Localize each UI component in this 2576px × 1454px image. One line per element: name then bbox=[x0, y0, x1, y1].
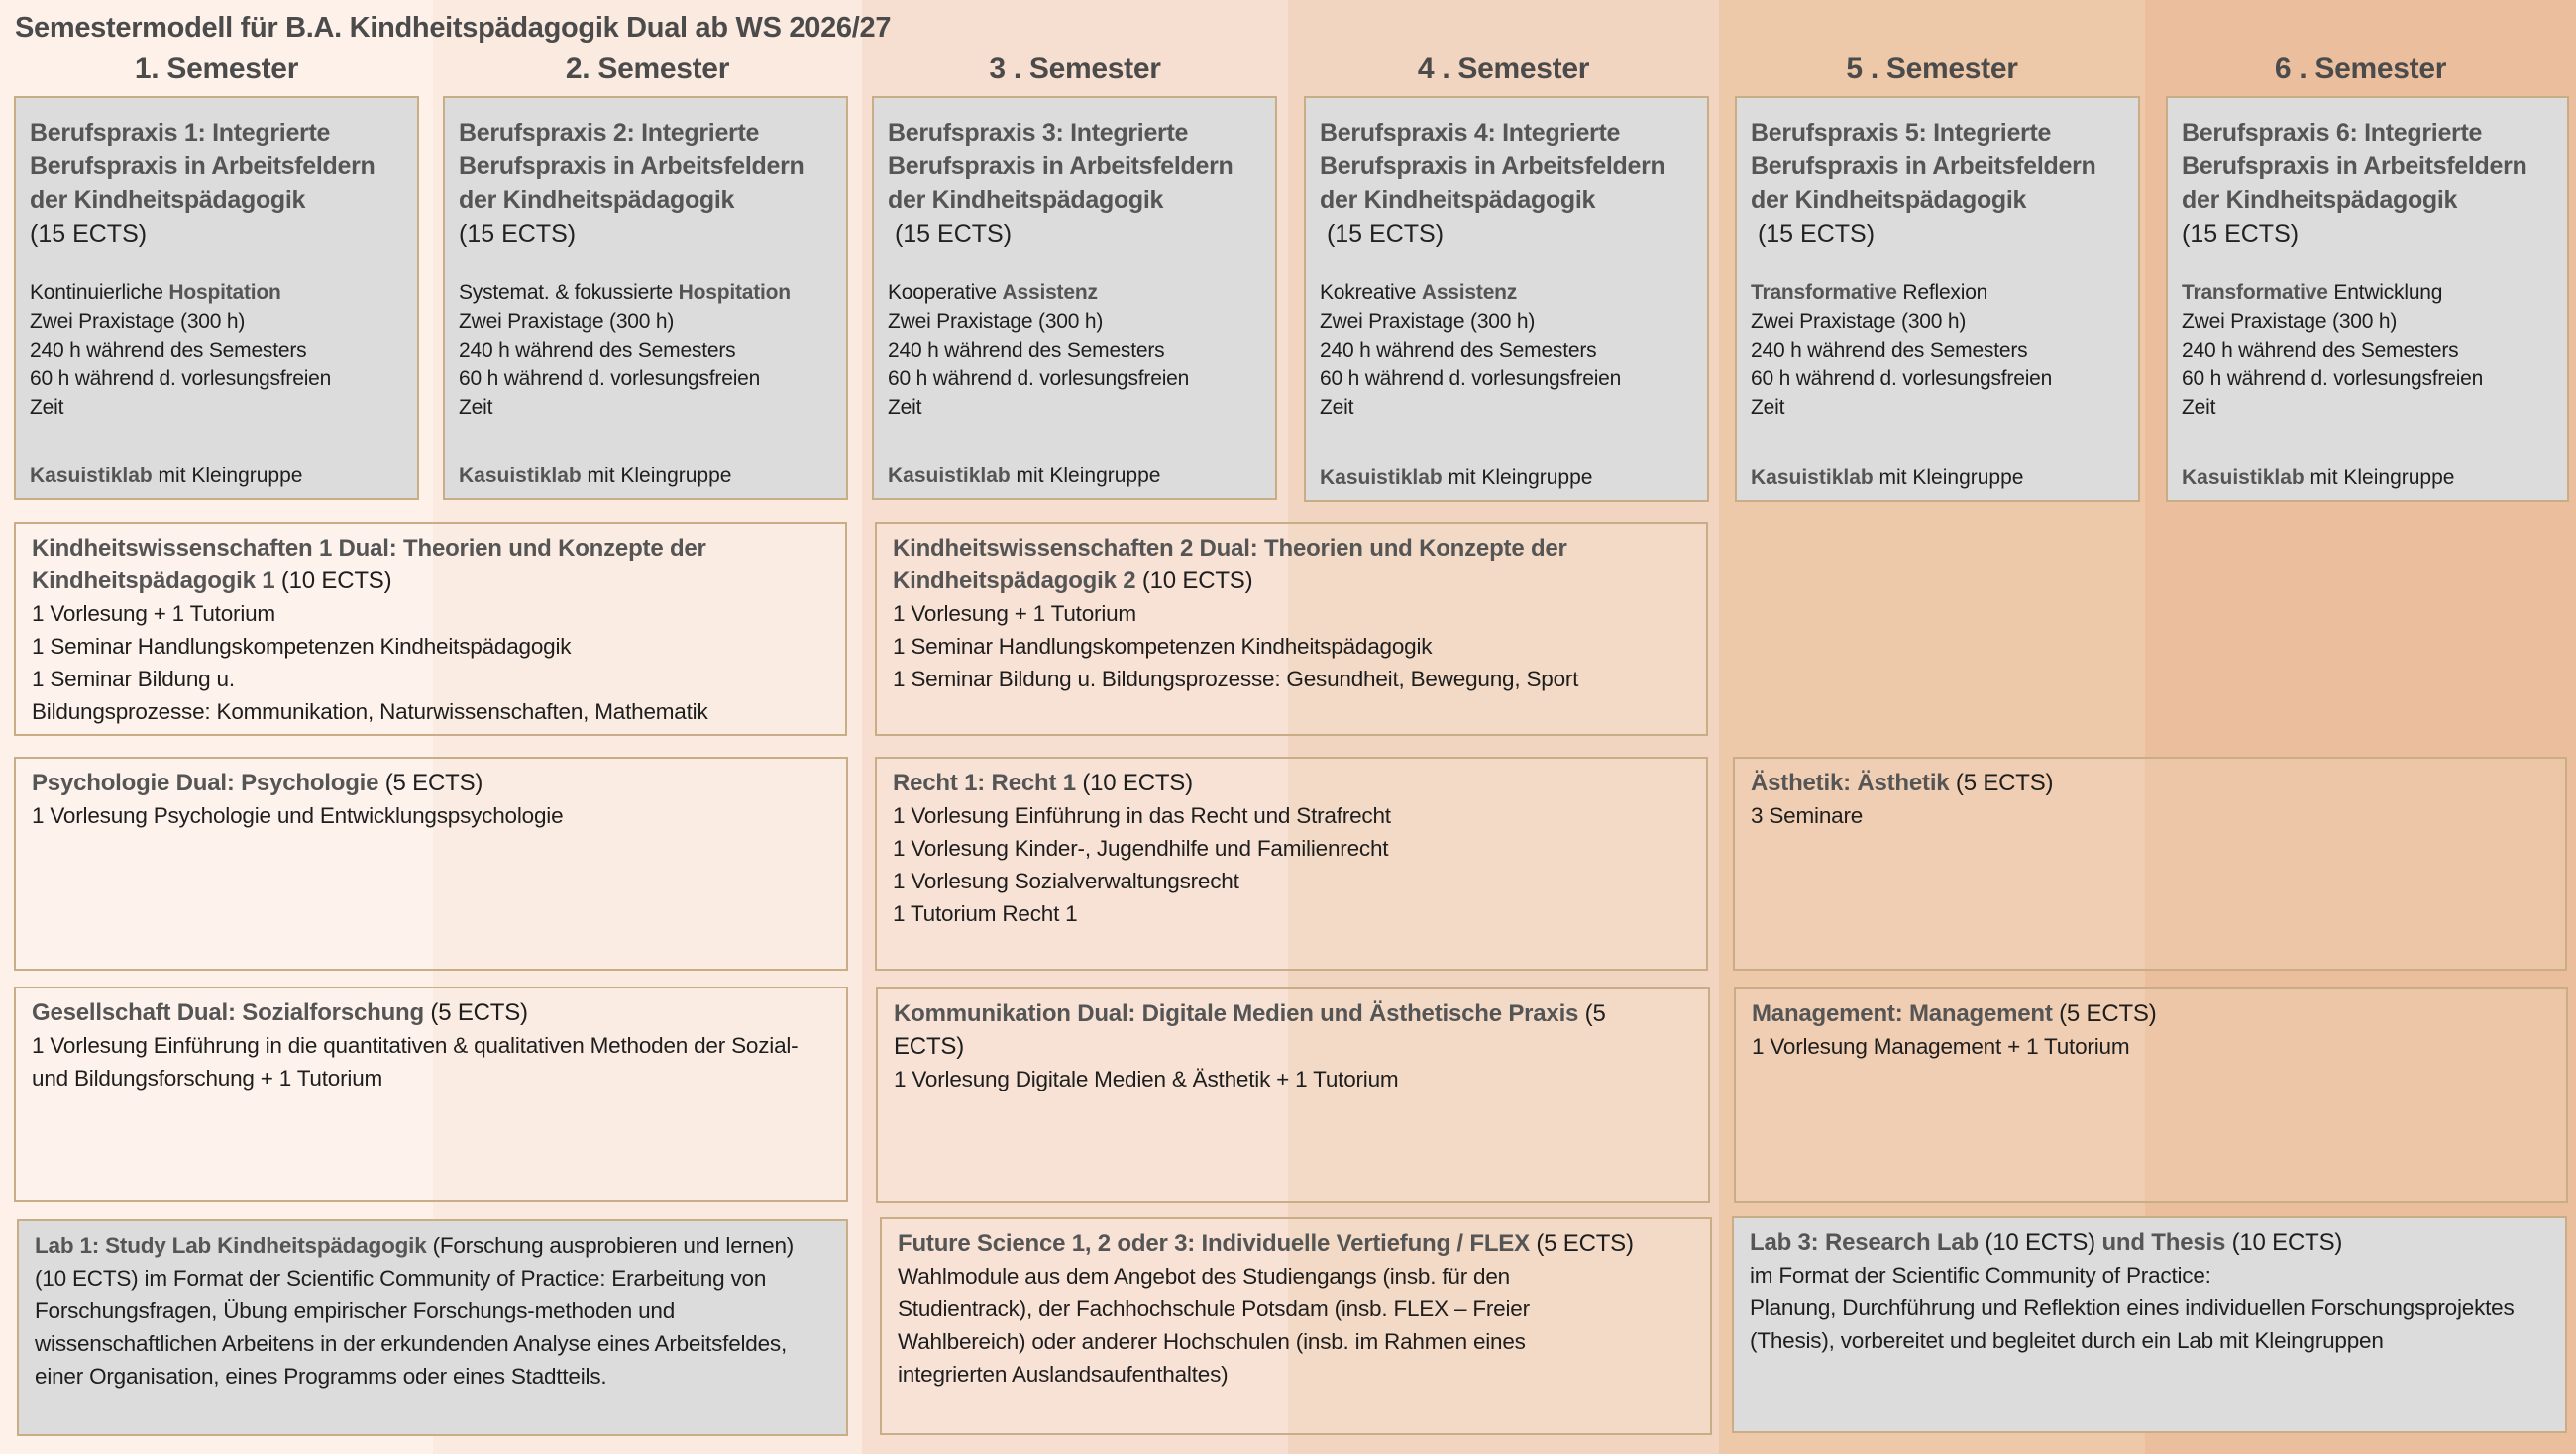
kasuistiklab-label: Kasuistiklab bbox=[2182, 467, 2305, 489]
module-item: 1 Seminar Handlungskompetenzen Kindheitspädagogik bbox=[893, 634, 1433, 659]
berufspraxis-detail: 240 h während des Semesters bbox=[459, 339, 736, 362]
module-title: Kommunikation Dual: Digitale Medien und Ästhetische Praxis bbox=[894, 1000, 1579, 1027]
berufspraxis-title-line: der Kindheitspädagogik bbox=[459, 186, 735, 214]
kasuistiklab-label: Kasuistiklab bbox=[30, 465, 153, 487]
berufspraxis-title-line: Berufspraxis in Arbeitsfeldern bbox=[888, 153, 1234, 180]
module-item: 1 Vorlesung Sozialverwaltungsrecht bbox=[893, 869, 1239, 893]
module-psychologie bbox=[14, 757, 848, 971]
module-kindheitswissenschaften-1 bbox=[14, 522, 847, 736]
berufspraxis-title-line: Berufspraxis 2: Integrierte bbox=[459, 119, 760, 147]
berufspraxis-detail: Zwei Praxistage (300 h) bbox=[459, 310, 675, 333]
berufspraxis-detail: 60 h während d. vorlesungsfreien bbox=[2182, 367, 2484, 390]
module-item: 1 Tutorium Recht 1 bbox=[893, 901, 1078, 926]
berufspraxis-focus: Kontinuierliche bbox=[30, 281, 169, 304]
module-item: 1 Vorlesung + 1 Tutorium bbox=[893, 601, 1136, 626]
berufspraxis-detail: 240 h während des Semesters bbox=[2182, 339, 2459, 362]
berufspraxis-focus-bold: Transformative bbox=[2182, 281, 2328, 304]
berufspraxis-title-line: Berufspraxis 5: Integrierte bbox=[1751, 119, 2052, 147]
berufspraxis-title-line: Berufspraxis in Arbeitsfeldern bbox=[1751, 153, 2096, 180]
module-ects: (5 ECTS) bbox=[1529, 1230, 1634, 1257]
berufspraxis-detail: Zwei Praxistage (300 h) bbox=[1751, 310, 1967, 333]
module-title: Psychologie Dual: Psychologie bbox=[32, 770, 379, 796]
kasuistiklab-detail: mit Kleingruppe bbox=[1442, 467, 1593, 489]
module-item: 1 Vorlesung Digitale Medien & Ästhetik + 1 Tutorium bbox=[894, 1067, 1399, 1091]
module-title: Gesellschaft Dual: Sozialforschung bbox=[32, 999, 424, 1026]
berufspraxis-focus-bold: Hospitation bbox=[168, 281, 281, 304]
berufspraxis-detail: 240 h während des Semesters bbox=[30, 339, 307, 362]
berufspraxis-title-line: der Kindheitspädagogik bbox=[1751, 186, 2027, 214]
berufspraxis-detail: Zwei Praxistage (300 h) bbox=[1320, 310, 1536, 333]
module-items bbox=[32, 1029, 830, 1094]
module-ects: (5 ECTS) bbox=[894, 1000, 1606, 1060]
berufspraxis-focus-bold: Hospitation bbox=[678, 281, 791, 304]
module-ects: (10 ECTS) bbox=[1978, 1229, 2102, 1256]
berufspraxis-title-line: der Kindheitspädagogik bbox=[1320, 186, 1596, 214]
semester-heading-1: 1. Semester bbox=[134, 52, 299, 85]
module-description: (Forschung ausprobieren und lernen) (10 ECTS) im Format der Scientific Community of Practice: Erarbeitung von Forschungsfragen, Übung empirischer Forschungs-methoden und wissenschaftlichen Arbeitens in der erkundenden Analyse eines Arbeitsfeldes, einer Organisation, eines Programms oder eines Stadtteils. bbox=[35, 1233, 795, 1389]
berufspraxis-focus: Kooperative bbox=[888, 281, 1003, 304]
module-item: Wahlmodule aus dem Angebot des Studiengangs (insb. für den Studientrack), der Fachhochschule Potsdam (insb. FLEX – Freier Wahlbereich) oder anderer Hochschulen (insb. im Rahmen eines integrierten Auslandsaufenthaltes) bbox=[898, 1264, 1530, 1387]
berufspraxis-detail: 240 h während des Semesters bbox=[888, 339, 1165, 362]
berufspraxis-card-4 bbox=[1304, 96, 1709, 502]
berufspraxis-detail: Zwei Praxistage (300 h) bbox=[888, 310, 1104, 333]
module-items bbox=[1751, 799, 2549, 832]
module-items bbox=[32, 799, 830, 832]
semester-heading-3: 3 . Semester bbox=[989, 52, 1161, 85]
berufspraxis-detail: 60 h während d. vorlesungsfreien bbox=[30, 367, 332, 390]
kasuistiklab-label: Kasuistiklab bbox=[888, 465, 1011, 487]
berufspraxis-card-3 bbox=[872, 96, 1277, 500]
berufspraxis-detail: Zwei Praxistage (300 h) bbox=[2182, 310, 2398, 333]
berufspraxis-title-line: Berufspraxis 1: Integrierte bbox=[30, 119, 331, 147]
berufspraxis-focus: Reflexion bbox=[1896, 281, 1988, 304]
kasuistiklab-detail: mit Kleingruppe bbox=[2304, 467, 2455, 489]
module-ects: (5 ECTS) bbox=[378, 770, 483, 796]
berufspraxis-title-line: Berufspraxis 3: Integrierte bbox=[888, 119, 1189, 147]
module-item: Planung, Durchführung und Reflektion eines individuellen Forschungsprojektes (Thesis), vorbereitet und begleitet durch ein Lab mit Kleingruppen bbox=[1750, 1296, 2515, 1353]
berufspraxis-detail: Zeit bbox=[459, 396, 493, 419]
berufspraxis-detail: Zeit bbox=[1320, 396, 1354, 419]
berufspraxis-detail: 60 h während d. vorlesungsfreien bbox=[459, 367, 761, 390]
module-lab-1 bbox=[17, 1219, 848, 1436]
berufspraxis-ects: (15 ECTS) bbox=[1320, 220, 1445, 248]
module-items bbox=[893, 597, 1690, 695]
kasuistiklab-detail: mit Kleingruppe bbox=[1010, 465, 1161, 487]
module-item: 1 Vorlesung Einführung in die quantitativen & qualitativen Methoden der Sozial- und Bildungsforschung + 1 Tutorium bbox=[32, 1033, 799, 1090]
module-item: 1 Seminar Bildung u. Bildungsprozesse: Gesundheit, Bewegung, Sport bbox=[893, 667, 1579, 691]
module-title: Future Science 1, 2 oder 3: Individuelle Vertiefung / FLEX bbox=[898, 1230, 1530, 1257]
module-items bbox=[32, 597, 829, 728]
berufspraxis-detail: Zwei Praxistage (300 h) bbox=[30, 310, 246, 333]
module-items bbox=[894, 1063, 1692, 1095]
berufspraxis-detail: 240 h während des Semesters bbox=[1320, 339, 1597, 362]
module-title: Management: Management bbox=[1752, 1000, 2053, 1027]
module-title: Ästhetik: Ästhetik bbox=[1751, 770, 1950, 796]
berufspraxis-ects: (15 ECTS) bbox=[1751, 220, 1876, 248]
semester-heading-2: 2. Semester bbox=[565, 52, 730, 85]
module-ects: (10 ECTS) bbox=[274, 568, 392, 594]
berufspraxis-card-2 bbox=[443, 96, 848, 500]
berufspraxis-ects: (15 ECTS) bbox=[2182, 220, 2300, 248]
module-item: Bildungsprozesse: Kommunikation, Naturwissenschaften, Mathematik bbox=[32, 699, 708, 724]
module-recht bbox=[875, 757, 1708, 971]
module-item: 1 Seminar Handlungskompetenzen Kindheitspädagogik bbox=[32, 634, 572, 659]
berufspraxis-title-line: der Kindheitspädagogik bbox=[2182, 186, 2458, 214]
semester-heading-5: 5 . Semester bbox=[1846, 52, 2018, 85]
berufspraxis-title-line: Berufspraxis in Arbeitsfeldern bbox=[1320, 153, 1665, 180]
berufspraxis-focus: Kokreative bbox=[1320, 281, 1422, 304]
module-ects: (5 ECTS) bbox=[423, 999, 528, 1026]
module-title: Lab 3: Research Lab bbox=[1750, 1229, 1979, 1256]
module-items bbox=[898, 1260, 1694, 1391]
berufspraxis-title-line: der Kindheitspädagogik bbox=[30, 186, 306, 214]
kasuistiklab-detail: mit Kleingruppe bbox=[152, 465, 303, 487]
berufspraxis-title-line: Berufspraxis in Arbeitsfeldern bbox=[30, 153, 376, 180]
module-item: 1 Vorlesung Einführung in das Recht und Strafrecht bbox=[893, 803, 1391, 828]
module-title: Kindheitswissenschaften 2 Dual: Theorien und Konzepte der Kindheitspädagogik 2 bbox=[893, 535, 1567, 594]
berufspraxis-detail: Zeit bbox=[888, 396, 922, 419]
berufspraxis-focus-bold: Assistenz bbox=[1421, 281, 1518, 304]
berufspraxis-focus-bold: Assistenz bbox=[1002, 281, 1098, 304]
module-item: 1 Vorlesung + 1 Tutorium bbox=[32, 601, 275, 626]
berufspraxis-focus: Entwicklung bbox=[2327, 281, 2443, 304]
berufspraxis-title-line: Berufspraxis in Arbeitsfeldern bbox=[2182, 153, 2527, 180]
berufspraxis-card-5 bbox=[1735, 96, 2140, 502]
semester-heading-4: 4 . Semester bbox=[1417, 52, 1590, 85]
module-items bbox=[1752, 1030, 2550, 1063]
berufspraxis-title-line: Berufspraxis in Arbeitsfeldern bbox=[459, 153, 805, 180]
berufspraxis-focus: Systemat. & fokussierte bbox=[459, 281, 679, 304]
module-title: Lab 1: Study Lab Kindheitspädagogik bbox=[35, 1233, 427, 1258]
berufspraxis-detail: 60 h während d. vorlesungsfreien bbox=[888, 367, 1190, 390]
module-ects: (10 ECTS) bbox=[1075, 770, 1193, 796]
berufspraxis-ects: (15 ECTS) bbox=[30, 220, 148, 248]
berufspraxis-title-line: Berufspraxis 6: Integrierte bbox=[2182, 119, 2483, 147]
module-item: 1 Vorlesung Psychologie und Entwicklungspsychologie bbox=[32, 803, 564, 828]
module-lab-3-thesis bbox=[1732, 1216, 2567, 1433]
kasuistiklab-label: Kasuistiklab bbox=[1320, 467, 1443, 489]
kasuistiklab-label: Kasuistiklab bbox=[1751, 467, 1874, 489]
berufspraxis-detail: 60 h während d. vorlesungsfreien bbox=[1320, 367, 1622, 390]
module-item: 1 Seminar Bildung u. bbox=[32, 667, 235, 691]
berufspraxis-card-1 bbox=[14, 96, 419, 500]
module-ects: (10 ECTS) bbox=[1135, 568, 1253, 594]
module-ects: (5 ECTS) bbox=[2052, 1000, 2157, 1027]
thesis-title: und Thesis bbox=[2101, 1229, 2226, 1256]
module-item: 1 Vorlesung Management + 1 Tutorium bbox=[1752, 1034, 2130, 1059]
berufspraxis-detail: 60 h während d. vorlesungsfreien bbox=[1751, 367, 2053, 390]
kasuistiklab-label: Kasuistiklab bbox=[459, 465, 582, 487]
berufspraxis-detail: Zeit bbox=[1751, 396, 1785, 419]
kasuistiklab-detail: mit Kleingruppe bbox=[581, 465, 732, 487]
module-title: Recht 1: Recht 1 bbox=[893, 770, 1076, 796]
berufspraxis-ects: (15 ECTS) bbox=[888, 220, 1013, 248]
module-item: 1 Vorlesung Kinder-, Jugendhilfe und Familienrecht bbox=[893, 836, 1389, 861]
page-title: Semestermodell für B.A. Kindheitspädagogik Dual ab WS 2026/27 bbox=[15, 12, 892, 44]
module-gesellschaft bbox=[14, 987, 848, 1202]
kasuistiklab-detail: mit Kleingruppe bbox=[1873, 467, 2024, 489]
module-items bbox=[1750, 1259, 2549, 1357]
module-kommunikation bbox=[876, 987, 1710, 1203]
berufspraxis-title-line: der Kindheitspädagogik bbox=[888, 186, 1164, 214]
module-items bbox=[893, 799, 1690, 930]
berufspraxis-detail: 240 h während des Semesters bbox=[1751, 339, 2028, 362]
module-future-science bbox=[880, 1217, 1712, 1435]
module-management bbox=[1734, 987, 2568, 1203]
semester-heading-6: 6 . Semester bbox=[2274, 52, 2447, 85]
module-item: 3 Seminare bbox=[1751, 803, 1864, 828]
berufspraxis-title-line: Berufspraxis 4: Integrierte bbox=[1320, 119, 1621, 147]
berufspraxis-detail: Zeit bbox=[30, 396, 64, 419]
module-title: Kindheitswissenschaften 1 Dual: Theorien und Konzepte der Kindheitspädagogik 1 bbox=[32, 535, 706, 594]
module-aesthetik bbox=[1733, 757, 2567, 971]
berufspraxis-focus-bold: Transformative bbox=[1751, 281, 1897, 304]
module-kindheitswissenschaften-2 bbox=[875, 522, 1708, 736]
berufspraxis-card-6 bbox=[2166, 96, 2569, 502]
module-item: im Format der Scientific Community of Practice: bbox=[1750, 1263, 2211, 1288]
thesis-ects: (10 ECTS) bbox=[2225, 1229, 2343, 1256]
module-ects: (5 ECTS) bbox=[1949, 770, 2054, 796]
berufspraxis-ects: (15 ECTS) bbox=[459, 220, 577, 248]
berufspraxis-detail: Zeit bbox=[2182, 396, 2216, 419]
